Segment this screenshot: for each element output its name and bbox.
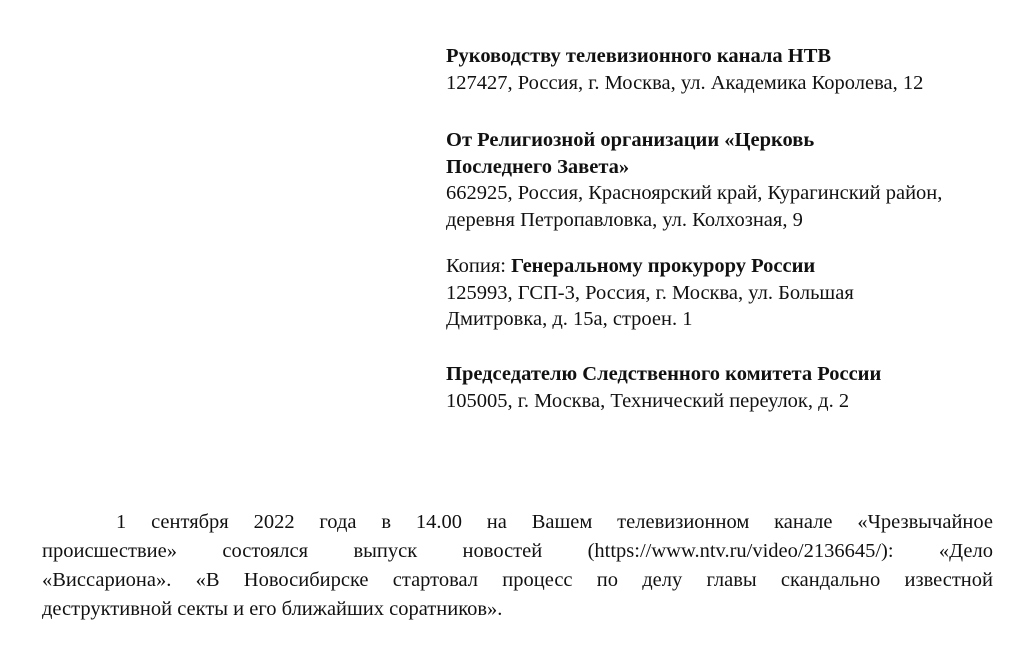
body-line: деструктивной секты и его ближайших соратников». xyxy=(42,598,503,620)
copy-investigative-address-line: 105005, г. Москва, Технический переулок, д. 2 xyxy=(446,389,850,412)
sender-title-line: От Религиозной организации «Церковь xyxy=(446,129,815,151)
copy-prefix: Копия: xyxy=(446,255,512,277)
body-line: 1 сентября 2022 года в 14.00 на Вашем телевизионном канале «Чрезвычайное xyxy=(116,511,993,533)
recipient-title: Руководству телевизионного канала НТВ xyxy=(446,45,832,67)
copy-prosecutor-heading xyxy=(446,253,1006,280)
copy-prosecutor-title: Генеральному прокурору России xyxy=(511,255,816,277)
body-line: «Виссариона». «В Новосибирске стартовал процесс по делу главы скандально известной xyxy=(42,569,993,591)
copy-prosecutor-address-line: 125993, ГСП-3, Россия, г. Москва, ул. Большая xyxy=(446,281,854,304)
copy-prosecutor-address-line: Дмитровка, д. 15а, строен. 1 xyxy=(446,308,693,330)
body-paragraph xyxy=(42,508,993,624)
recipient-address-block xyxy=(446,43,1006,96)
recipient-address-line: 127427, Россия, г. Москва, ул. Академика Королева, 12 xyxy=(446,71,924,94)
sender-address-block xyxy=(446,127,1006,233)
body-line: происшествие» состоялся выпуск новостей (https://www.ntv.ru/video/2136645/): «Дело xyxy=(42,540,993,562)
sender-address-line: деревня Петропавловка, ул. Колхозная, 9 xyxy=(446,208,803,231)
sender-title-line: Последнего Завета» xyxy=(446,155,630,178)
copy-prosecutor-address-block xyxy=(446,253,1006,333)
copy-investigative-address-block xyxy=(446,361,1006,414)
sender-address-line: 662925, Россия, Красноярский край, Курагинский район, xyxy=(446,182,943,204)
copy-investigative-title: Председателю Следственного комитета России xyxy=(446,363,882,385)
